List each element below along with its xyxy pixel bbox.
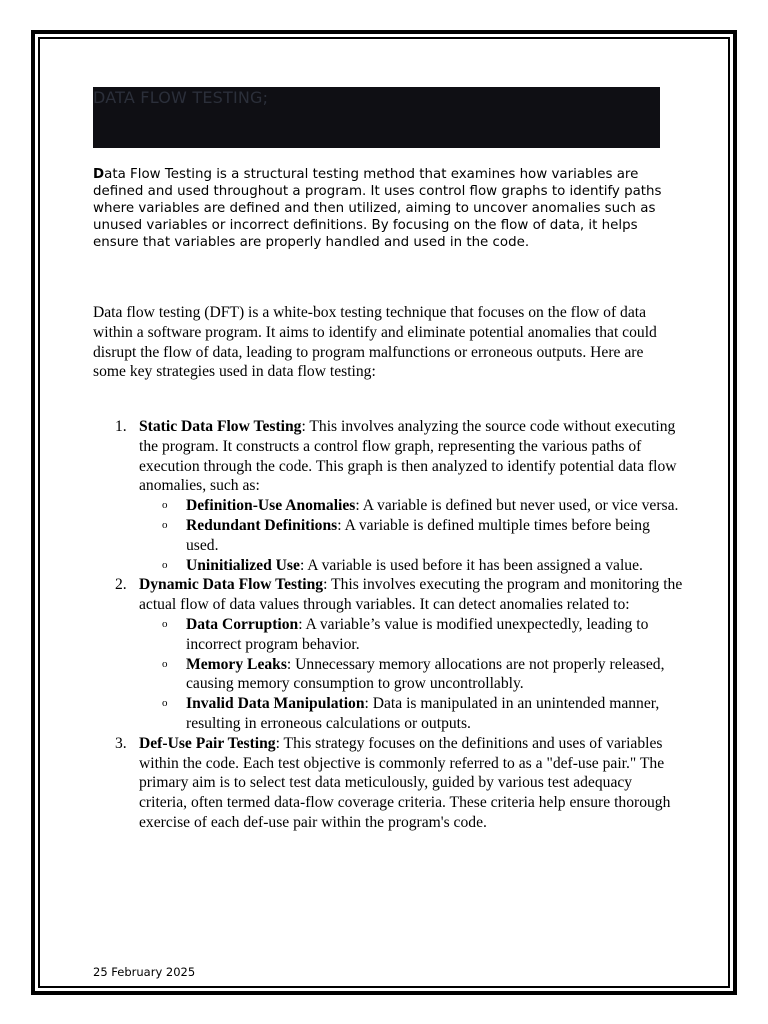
sub-item-title: Definition-Use Anomalies bbox=[186, 497, 356, 515]
sub-item-title: Uninitialized Use bbox=[186, 556, 300, 574]
strategy-title: Static Data Flow Testing bbox=[139, 418, 302, 435]
strategy-number: 3. bbox=[115, 734, 127, 752]
strategy-item-def-use bbox=[93, 734, 683, 833]
sub-item-title: Memory Leaks bbox=[186, 655, 287, 673]
intro-paragraph bbox=[93, 166, 673, 251]
circle-bullet-icon: o bbox=[162, 697, 168, 710]
page-title: DATA FLOW TESTING; bbox=[93, 88, 269, 107]
sub-item bbox=[139, 615, 683, 655]
strategy-title: Dynamic Data Flow Testing bbox=[139, 576, 324, 594]
sub-item-text: : A variable’s value is modified unexpectedly, leading to incorrect program behavior. bbox=[186, 615, 649, 653]
footer-date: 25 February 2025 bbox=[93, 965, 196, 979]
sub-item-text: : A variable is defined but never used, or vice versa. bbox=[355, 497, 679, 515]
strategy-text: : This strategy focuses on the definitions and uses of variables within the code. Each test objective is commonly referred to as a "def-use pair." The primary aim is to select test data meticulously, guided by various test adequacy criteria, often termed data-flow coverage criteria. These criteria help ensure thorough exercise of each def-use pair within the program's code. bbox=[139, 734, 671, 831]
heading-bullet-icon: • bbox=[68, 88, 76, 103]
strategy-list bbox=[93, 417, 683, 833]
sub-item bbox=[139, 655, 683, 695]
strategy-text: : This involves analyzing the source code without executing the program. It constructs a control flow graph, representing the various paths of execution through the code. This graph is then analyzed to identify potential data flow anomalies, such as: bbox=[139, 418, 677, 495]
sub-item-text: : Unnecessary memory allocations are not properly released, causing memory consumption to grow uncontrollably. bbox=[186, 655, 665, 693]
strategy-number: 1. bbox=[115, 418, 127, 435]
body-paragraph: Data flow testing (DFT) is a white-box testing technique that focuses on the flow of data within a software program. It aims to identify and eliminate potential anomalies that could disrupt the flow of data, leading to program malfunctions or erroneous outputs. Here are some key strategies used in data flow testing: bbox=[93, 304, 657, 381]
sub-item-text: : A variable is defined multiple times before being used. bbox=[186, 516, 650, 554]
sub-item bbox=[139, 496, 683, 516]
sub-item-text: : Data is manipulated in an unintended manner, resulting in erroneous calculations or outputs. bbox=[186, 695, 660, 732]
sub-item-text: : A variable is used before it has been assigned a value. bbox=[299, 556, 643, 574]
circle-bullet-icon: o bbox=[162, 558, 168, 571]
strategy-number: 2. bbox=[115, 576, 127, 594]
intro-dropcap: D bbox=[93, 167, 105, 182]
sub-item bbox=[139, 556, 683, 576]
strategy-title: Def-Use Pair Testing bbox=[139, 734, 276, 752]
strategy-item-dynamic bbox=[93, 575, 683, 733]
intro-text: ata Flow Testing is a structural testing method that examines how variables are defined and used throughout a program. It uses control flow graphs to identify paths where variables are defined and then utilized, aiming to uncover anomalies such as unused variables or incorrect definitions. By focusing on the flow of data, it helps ensure that variables are properly handled and used in the code. bbox=[93, 167, 662, 250]
strategy-text: : This involves executing the program and monitoring the actual flow of data values through variables. It can detect anomalies related to: bbox=[139, 576, 683, 614]
sub-item bbox=[139, 516, 683, 556]
sub-item-title: Redundant Definitions bbox=[186, 516, 338, 534]
strategy-item-static bbox=[93, 417, 683, 575]
sub-item-title: Invalid Data Manipulation bbox=[186, 695, 365, 713]
sub-item-title: Data Corruption bbox=[186, 615, 299, 633]
circle-bullet-icon: o bbox=[162, 617, 168, 630]
sub-item bbox=[139, 694, 683, 734]
circle-bullet-icon: o bbox=[162, 499, 168, 512]
circle-bullet-icon: o bbox=[162, 518, 168, 531]
circle-bullet-icon: o bbox=[162, 657, 168, 670]
